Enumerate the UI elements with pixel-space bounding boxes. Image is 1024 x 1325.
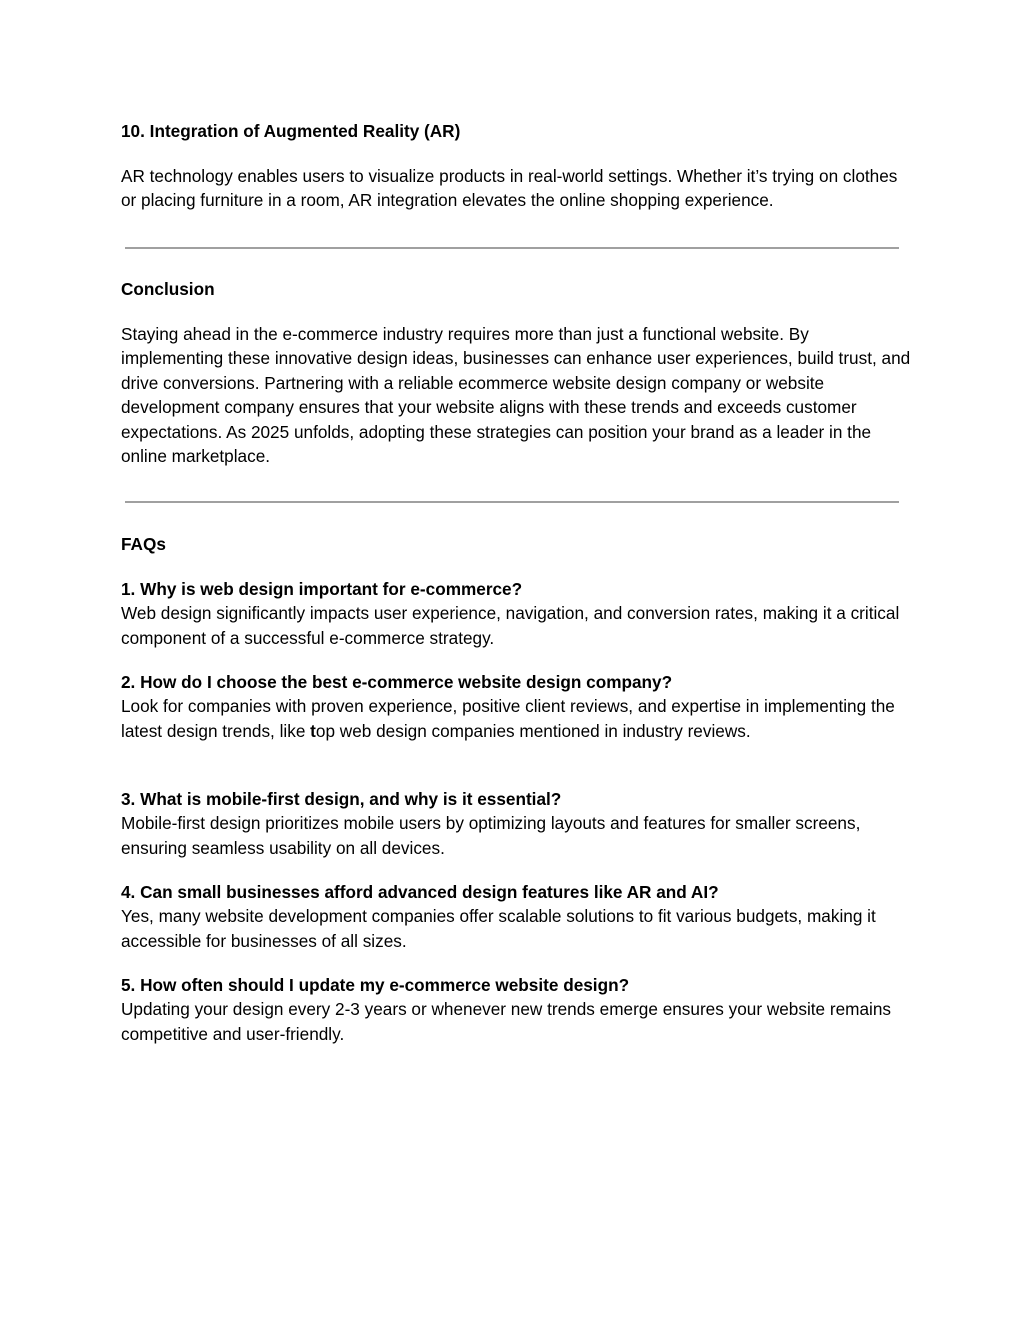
- faq-question: 3. What is mobile-first design, and why is it essential?: [121, 789, 562, 809]
- faq-answer-text: op web design companies mentioned in industry reviews.: [315, 720, 751, 741]
- faq-question: 1. Why is web design important for e-commerce?: [121, 579, 523, 599]
- faq-answer-bold-text: t: [310, 720, 316, 741]
- faq-item: [121, 670, 911, 743]
- faq-answer: Mobile-first design prioritizes mobile users by optimizing layouts and features for smaller screens, ensuring seamless usability on all devices.: [121, 813, 861, 858]
- faq-question: 2. How do I choose the best e-commerce website design company?: [121, 672, 673, 692]
- faqs-heading: FAQs: [121, 534, 166, 554]
- faq-answer: Updating your design every 2-3 years or whenever new trends emerge ensures your website remains competitive and user-friendly.: [121, 999, 892, 1044]
- faq-question: 5. How often should I update my e-commerce website design?: [121, 975, 630, 995]
- faq-item: [121, 973, 911, 1046]
- faq-answer: Yes, many website development companies offer scalable solutions to fit various budgets, making it accessible for businesses of all sizes.: [121, 906, 876, 951]
- section-10-body: AR technology enables users to visualize products in real-world settings. Whether it’s trying on clothes or placing furniture in a room, AR integration elevates the online shopping experience.: [121, 166, 898, 211]
- faq-answer-text: Look for companies with proven experience, positive client reviews, and expertise in implementing the latest design trends, like: [121, 696, 895, 741]
- faq-item: [121, 880, 911, 953]
- section-10-heading: 10. Integration of Augmented Reality (AR): [121, 121, 461, 141]
- faq-answer: [121, 694, 911, 743]
- horizontal-divider: [125, 501, 899, 503]
- conclusion-body: Staying ahead in the e-commerce industry requires more than just a functional website. By implementing these innovative design ideas, businesses can enhance user experiences, build trust, and drive conversions. Partnering with a reliable ecommerce website design company or website development company ensures that your website aligns with these trends and exceeds customer expectations. As 2025 unfolds, adopting these strategies can position your brand as a leader in the online marketplace.: [121, 324, 911, 467]
- faq-item: [121, 577, 911, 650]
- conclusion-heading: Conclusion: [121, 279, 215, 299]
- faq-answer: Web design significantly impacts user experience, navigation, and conversion rates, making it a critical component of a successful e-commerce strategy.: [121, 603, 900, 648]
- faq-item: [121, 787, 911, 860]
- horizontal-divider: [125, 247, 899, 249]
- faq-question: 4. Can small businesses afford advanced design features like AR and AI?: [121, 882, 719, 902]
